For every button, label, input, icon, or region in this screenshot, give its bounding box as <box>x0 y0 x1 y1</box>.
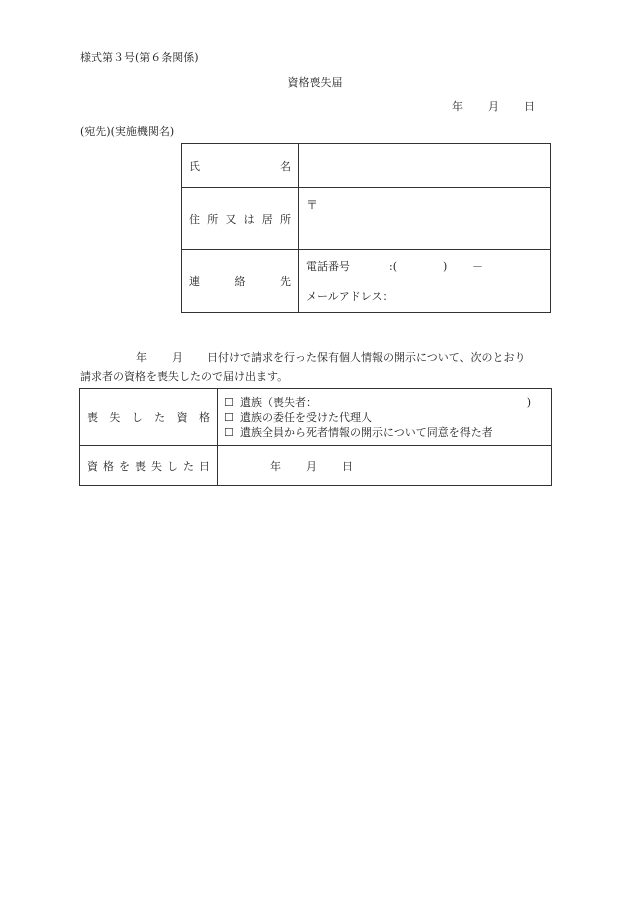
applicant-table <box>181 143 551 313</box>
lost-date-char: し <box>167 459 178 473</box>
date-day: 日 <box>524 100 535 113</box>
lost-qualification-char: 格 <box>198 411 210 424</box>
submission-date <box>452 98 535 114</box>
contact-label-char: 連 <box>189 275 200 288</box>
name-label-cell <box>182 144 299 188</box>
lost-date-char: 格 <box>103 459 114 473</box>
lost-date-label-cell <box>80 446 218 486</box>
option-close-paren: ) <box>526 395 531 409</box>
statement-rest: 日付けで請求を行った保有個人情報の開示について、次のとおり <box>207 351 526 364</box>
contact-label-cell <box>182 250 299 313</box>
option-consented-person[interactable] <box>218 425 551 440</box>
lost-qualification-char: た <box>154 411 166 424</box>
lost-date-char: 失 <box>151 459 162 473</box>
address-label-char: 所 <box>279 212 291 226</box>
addressee: (宛先)(実施機関名) <box>80 125 175 138</box>
lost-date-year: 年 <box>270 459 281 473</box>
lost-date-row <box>80 446 552 486</box>
contact-field[interactable] <box>299 250 551 313</box>
statement-year: 年 <box>136 351 147 364</box>
form-number: 様式第３号(第６条関係) <box>80 51 199 64</box>
address-label-char: 所 <box>207 212 219 226</box>
address-label-cell <box>182 188 299 250</box>
address-label-char: は <box>243 212 255 226</box>
lost-date-char: 日 <box>199 459 210 473</box>
address-label-char: 居 <box>261 212 273 226</box>
loss-table <box>79 388 552 486</box>
lost-qualification-row <box>80 389 552 446</box>
name-label-char: 名 <box>280 159 291 173</box>
statement-month: 月 <box>172 351 183 364</box>
contact-row <box>182 250 551 313</box>
option-label: 遺族の委任を受けた代理人 <box>240 410 372 424</box>
option-proxy[interactable] <box>218 410 551 425</box>
name-field[interactable] <box>299 144 551 188</box>
date-year: 年 <box>452 100 463 113</box>
checkbox-icon[interactable]: ☐ <box>224 395 234 409</box>
statement-paragraph <box>80 348 526 386</box>
checkbox-icon[interactable]: ☐ <box>224 425 234 439</box>
statement-line-1 <box>80 348 526 367</box>
option-label: 遺族（喪失者： <box>240 395 317 409</box>
lost-date-month: 月 <box>306 459 317 473</box>
phone-dash: － <box>472 260 483 273</box>
address-label-char: 住 <box>189 212 200 226</box>
name-row <box>182 144 551 188</box>
lost-qualification-char: し <box>131 411 143 424</box>
option-bereaved-family[interactable] <box>218 395 551 410</box>
email-label: メールアドレス： <box>306 290 394 303</box>
address-row <box>182 188 551 250</box>
lost-date-char: 喪 <box>135 459 146 473</box>
address-field[interactable] <box>299 188 551 250</box>
phone-label: 電話番号 <box>306 260 350 273</box>
lost-qualification-char: 資 <box>176 411 188 424</box>
lost-qualification-label-cell <box>80 389 218 446</box>
lost-date-value <box>218 458 551 474</box>
phone-close: ) <box>443 260 448 273</box>
address-label-char: 又 <box>225 212 237 226</box>
phone-open: :( <box>389 260 397 273</box>
option-label: 遺族全員から死者情報の開示について同意を得た者 <box>240 425 493 439</box>
document-title: 資格喪失届 <box>287 76 343 89</box>
lost-qualification-char: 喪 <box>87 411 98 424</box>
lost-date-char: 資 <box>87 459 98 473</box>
date-month: 月 <box>488 100 499 113</box>
postal-mark: 〒 <box>306 198 319 212</box>
email-line <box>299 288 550 304</box>
name-label-char: 氏 <box>189 159 200 173</box>
checkbox-icon[interactable]: ☐ <box>224 410 234 424</box>
lost-date-char: を <box>119 459 130 473</box>
contact-label-char: 絡 <box>234 275 246 288</box>
phone-line <box>299 258 550 274</box>
contact-label-char: 先 <box>280 275 291 288</box>
lost-qualification-options <box>218 389 552 446</box>
lost-date-field[interactable] <box>218 446 552 486</box>
lost-date-day: 日 <box>342 459 353 473</box>
lost-qualification-char: 失 <box>109 411 121 424</box>
lost-date-char: た <box>183 459 194 473</box>
statement-line-2: 請求者の資格を喪失したので届け出ます。 <box>80 370 289 383</box>
